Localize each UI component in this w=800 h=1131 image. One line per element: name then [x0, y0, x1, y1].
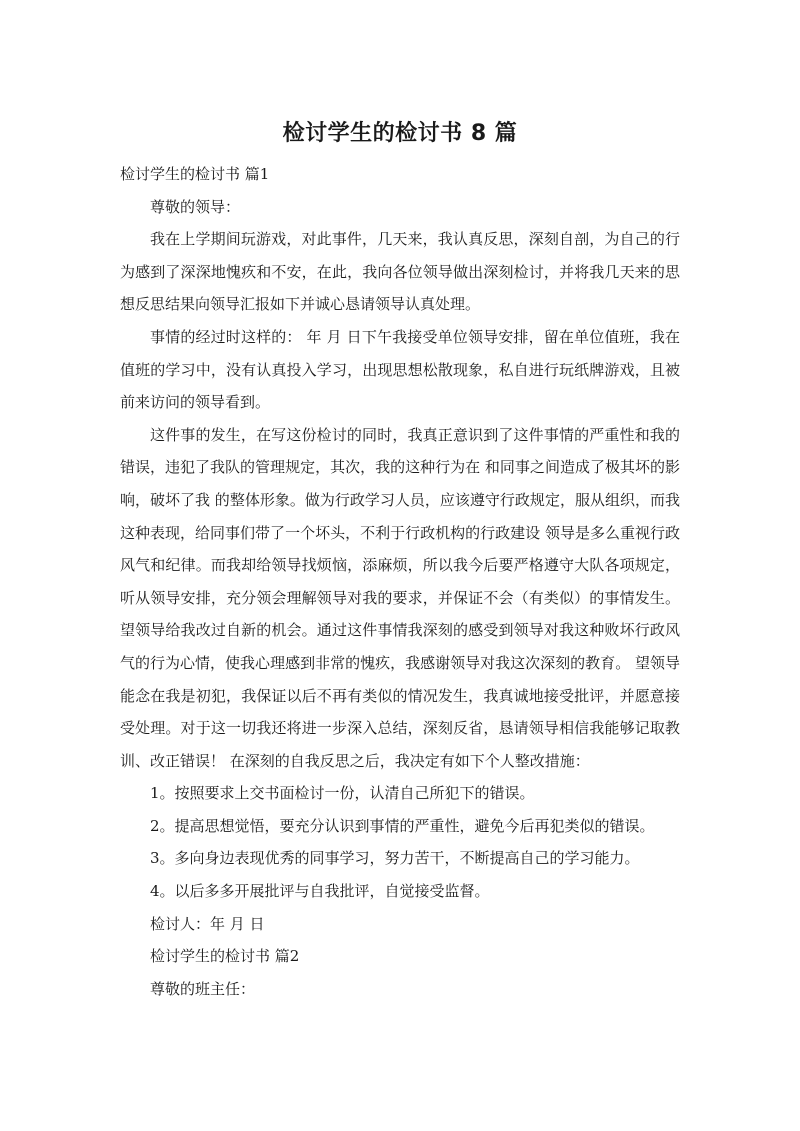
section-heading-1: 检讨学生的检讨书 篇1 — [120, 165, 270, 183]
document-title: 检讨学生的检讨书 8 篇 — [282, 121, 518, 146]
list-item: 4。以后多多开展批评与自我批评，自觉接受监督。 — [150, 882, 490, 901]
paragraph: 这件事的发生，在写这份检讨的同时，我真正意识到了这件事情的严重性和我的错误，违犯了我队的管理规定，其次，我的这种行为在 和同事之间造成了极其坏的影响，破坏了我 的整体形象。做为行政学习人员，应该遵守行政规定，服从组织，而我这种表现，给同事们带了一个坏头，不利于行政机构的行政建设 领导是多么重视行政风气和纪律。而我却给领导找烦恼，添麻烦，所以我今后要严格遵守大队各项规定，听从领导安排，充分领会理解领导对我的要求，并保证不会（有类似）的事情发生。望领导给我改过自新的机会。通过这件事情我深刻的感受到领导对我这种败坏行政风气的行为心情，使我心理感到非常的愧疚，我感谢领导对我这次深刻的教育。 望领导能念在我是初犯，我保证以后不再有类似的情况发生，我真诚地接受批评，并愿意接受处理。对于这一切我还将进一步深入总结，深刻反省，恳请领导相信我能够记取教训、改正错误！ 在深刻的自我反思之后，我决定有如下个人整改措施： — [120, 425, 680, 770]
paragraph: 我在上学期间玩游戏，对此事件，几天来，我认真反思，深刻自剖，为自己的行为感到了深深地愧疚和不安，在此，我向各位领导做出深刻检讨，并将我几天来的思想反思结果向领导汇报如下并诚心恳请领导认真处理。 — [120, 230, 680, 314]
list-item: 1。按照要求上交书面检讨一份，认清自己所犯下的错误。 — [150, 784, 535, 803]
salutation: 尊敬的班主任： — [150, 979, 256, 998]
list-item: 3。多向身边表现优秀的同事学习，努力苦干，不断提高自己的学习能力。 — [150, 849, 640, 868]
paragraph: 事情的经过时这样的： 年 月 日下午我接受单位领导安排，留在单位值班，我在值班的学习中，没有认真投入学习，出现思想松散现象，私自进行玩纸牌游戏，且被前来访问的领导看到。 — [120, 327, 680, 412]
document-body — [120, 158, 680, 1005]
section-heading-2: 检讨学生的检讨书 篇2 — [150, 947, 300, 966]
signature-line: 检讨人：年 月 日 — [150, 914, 265, 933]
list-item: 2。提高思想觉悟，要充分认识到事情的严重性，避免今后再犯类似的错误。 — [150, 816, 655, 835]
salutation: 尊敬的领导： — [150, 197, 241, 216]
